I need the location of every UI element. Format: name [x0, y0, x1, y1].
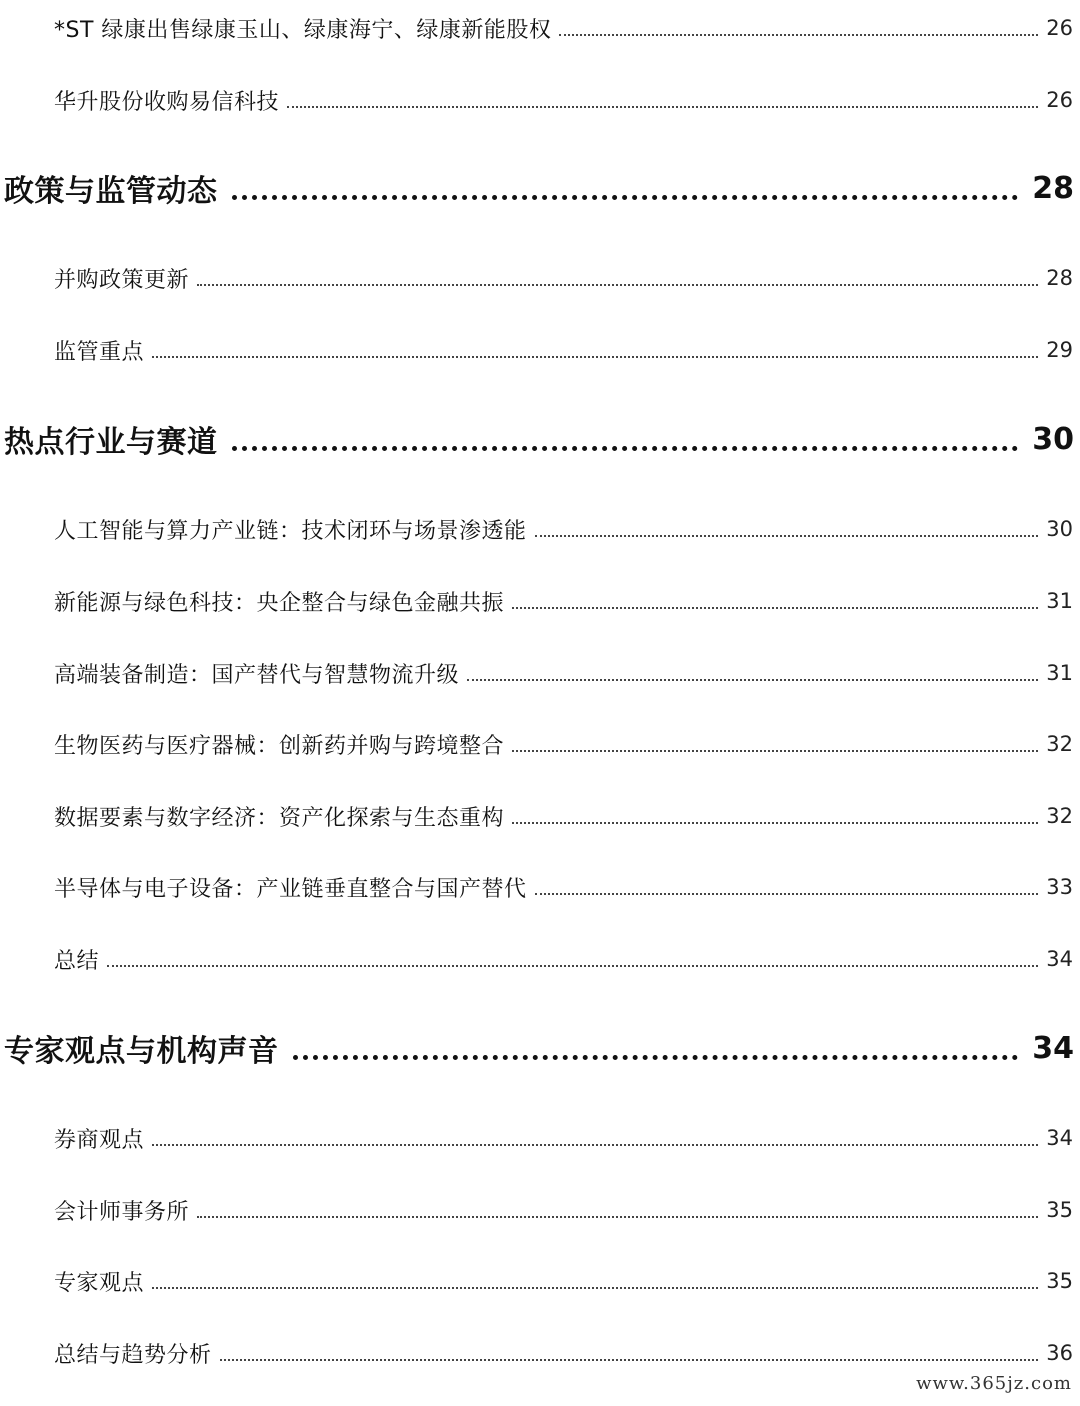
toc-page-number: 36: [1046, 1341, 1073, 1365]
dot-leader: [220, 1359, 1039, 1361]
toc-entry-title: 新能源与绿色科技：央企整合与绿色金融共振: [54, 590, 505, 616]
toc-entry-title: *ST 绿康出售绿康玉山、绿康海宁、绿康新能股权: [54, 17, 552, 43]
toc-section-title: 专家观点与机构声音: [4, 1034, 279, 1069]
toc-entry-title: 监管重点: [54, 339, 145, 365]
dot-leader: [232, 195, 1019, 200]
toc-page-number: 34: [1046, 947, 1073, 971]
dot-leader: [535, 535, 1039, 537]
toc-section-heading[interactable]: [0, 419, 1080, 459]
toc-entry-title: 人工智能与算力产业链：技术闭环与场景渗透能: [54, 518, 527, 544]
toc-page-number: 34: [1046, 1126, 1073, 1150]
toc-page-number: 30: [1032, 421, 1074, 457]
toc-page-number: 28: [1032, 170, 1074, 206]
toc-entry[interactable]: [0, 801, 1080, 831]
toc-entry-title: 总结: [54, 948, 100, 974]
toc-page-number: 31: [1046, 589, 1073, 613]
toc-section-title: 政策与监管动态: [4, 174, 218, 209]
toc-page-number: 34: [1032, 1030, 1074, 1066]
toc-entry[interactable]: [0, 1266, 1080, 1296]
toc-entry-title: 华升股份收购易信科技: [54, 89, 280, 115]
dot-leader: [152, 1144, 1038, 1146]
toc-entry[interactable]: [0, 85, 1080, 115]
toc-page-number: 32: [1046, 804, 1073, 828]
toc-entry[interactable]: [0, 13, 1080, 43]
dot-leader: [293, 1055, 1019, 1060]
watermark: www.365jz.com: [916, 1373, 1072, 1394]
toc-page-number: 26: [1046, 16, 1073, 40]
toc-entry[interactable]: [0, 335, 1080, 365]
dot-leader: [232, 446, 1019, 451]
dot-leader: [512, 607, 1038, 609]
toc-entry-title: 半导体与电子设备：产业链垂直整合与国产替代: [54, 876, 527, 902]
toc-entry[interactable]: [0, 586, 1080, 616]
toc-entry-title: 生物医药与医疗器械：创新药并购与跨境整合: [54, 733, 505, 759]
dot-leader: [152, 1287, 1038, 1289]
toc-entry-title: 会计师事务所: [54, 1199, 190, 1225]
toc-entry[interactable]: [0, 1123, 1080, 1153]
toc-page-number: 30: [1046, 517, 1073, 541]
toc-entry-title: 并购政策更新: [54, 267, 190, 293]
toc-page-number: 31: [1046, 661, 1073, 685]
dot-leader: [197, 284, 1038, 286]
toc-entry[interactable]: [0, 872, 1080, 902]
toc-entry[interactable]: [0, 1195, 1080, 1225]
dot-leader: [287, 106, 1038, 108]
toc-page-number: 35: [1046, 1198, 1073, 1222]
toc-section-heading[interactable]: [0, 168, 1080, 208]
toc-entry-title: 高端装备制造：国产替代与智慧物流升级: [54, 662, 460, 688]
dot-leader: [152, 356, 1038, 358]
dot-leader: [197, 1216, 1038, 1218]
toc-entry[interactable]: [0, 1338, 1080, 1368]
toc-section-heading[interactable]: [0, 1028, 1080, 1068]
toc-entry[interactable]: [0, 944, 1080, 974]
toc-page-number: 29: [1046, 338, 1073, 362]
toc-section-title: 热点行业与赛道: [4, 425, 218, 460]
toc-entry[interactable]: [0, 514, 1080, 544]
dot-leader: [559, 34, 1038, 36]
toc-page-number: 35: [1046, 1269, 1073, 1293]
toc-entry[interactable]: [0, 263, 1080, 293]
toc-page-number: 32: [1046, 732, 1073, 756]
dot-leader: [467, 679, 1038, 681]
toc-entry[interactable]: [0, 658, 1080, 688]
dot-leader: [107, 965, 1038, 967]
toc-page-number: 33: [1046, 875, 1073, 899]
dot-leader: [535, 893, 1039, 895]
toc-page-number: 26: [1046, 88, 1073, 112]
toc-entry-title: 总结与趋势分析: [54, 1342, 212, 1368]
toc-entry-title: 数据要素与数字经济：资产化探索与生态重构: [54, 805, 505, 831]
toc-entry-title: 券商观点: [54, 1127, 145, 1153]
toc-entry-title: 专家观点: [54, 1270, 145, 1296]
dot-leader: [512, 750, 1038, 752]
toc-entry[interactable]: [0, 729, 1080, 759]
toc-page-number: 28: [1046, 266, 1073, 290]
dot-leader: [512, 822, 1038, 824]
